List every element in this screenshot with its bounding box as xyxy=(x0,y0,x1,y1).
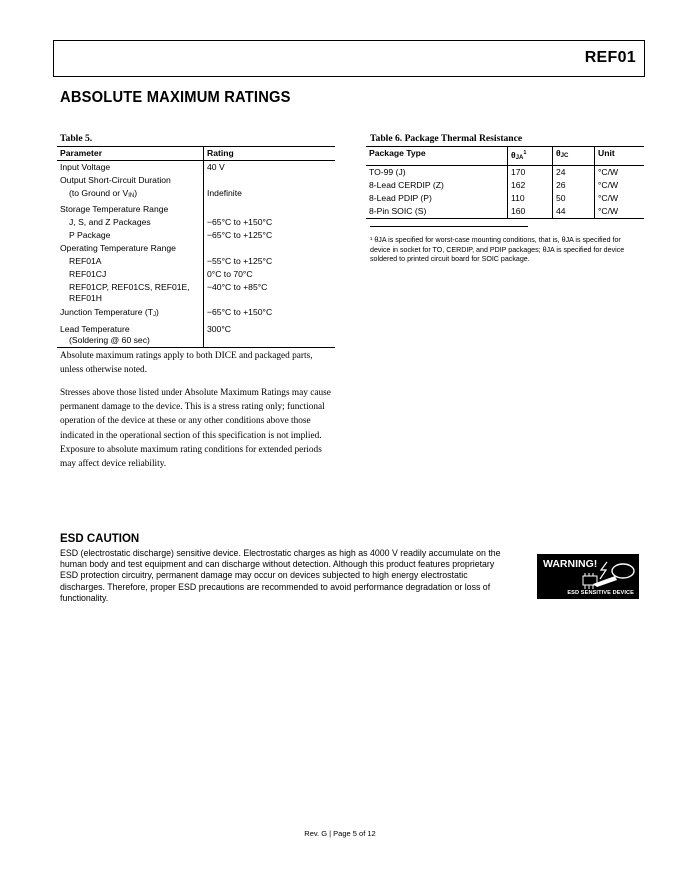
table-row xyxy=(57,174,335,187)
table-row xyxy=(57,161,335,175)
param-cell: REF01CJ xyxy=(69,269,107,279)
param-cell: REF01CP, REF01CS, REF01E, REF01H xyxy=(69,282,190,303)
table6-caption: Table 6. Package Thermal Resistance xyxy=(370,133,523,144)
table-header: Parameter xyxy=(57,147,204,161)
warning-subtitle: ESD SENSITIVE DEVICE xyxy=(567,590,634,596)
param-cell: Operating Temperature Range xyxy=(60,243,176,253)
absolute-max-ratings-table xyxy=(57,146,335,348)
param-cell: Storage Temperature Range xyxy=(60,204,169,214)
rating-cell: −65°C to +125°C xyxy=(204,229,336,242)
param-cell: Output Short-Circuit Duration xyxy=(60,175,171,185)
table-header: Rating xyxy=(204,147,336,161)
rating-cell: −65°C to +150°C xyxy=(204,305,336,323)
rating-cell xyxy=(204,242,336,255)
footnote: ¹ θJA is specified for worst-case mounting conditions, that is, θJA is specified for device in socket for TO, CERDIP, and PDIP packages; θJA is specified for device soldered to printed circuit board for SOIC package. xyxy=(370,236,625,264)
table-header: $\theta_{JA}^1$ xyxy=(508,147,553,166)
table-header: Unit xyxy=(595,147,645,166)
esd-warning-logo xyxy=(537,554,639,599)
rating-cell: 40 V xyxy=(204,161,336,175)
table-header: $\theta_{JC}$ xyxy=(553,147,595,166)
table-row xyxy=(57,255,335,268)
param-cell: J, S, and Z Packages xyxy=(69,217,151,227)
rating-cell xyxy=(204,174,336,187)
param-cell: Lead Temperature (Soldering @ 60 sec) xyxy=(57,323,204,348)
table-row xyxy=(57,305,335,323)
table-row xyxy=(57,229,335,242)
table-row xyxy=(57,203,335,216)
table-row xyxy=(57,242,335,255)
table5-caption: Table 5. xyxy=(60,133,93,144)
param-cell: P Package xyxy=(69,230,111,240)
rating-cell: −40°C to +85°C xyxy=(204,281,336,305)
page-header-box xyxy=(53,40,645,77)
part-number: REF01 xyxy=(584,49,636,66)
table-row xyxy=(57,323,335,348)
warning-title: WARNING! xyxy=(543,558,598,570)
table-row xyxy=(57,281,335,305)
table-row: 8-Lead CERDIP (Z) 162 26 °C/W xyxy=(366,179,644,192)
table-row: 8-Pin SOIC (S) 160 44 °C/W xyxy=(366,205,644,219)
page-title: ABSOLUTE MAXIMUM RATINGS xyxy=(60,89,291,106)
rating-cell xyxy=(204,203,336,216)
table-header: Package Type xyxy=(366,147,508,166)
rating-cell: 0°C to 70°C xyxy=(204,268,336,281)
table-row: 8-Lead PDIP (P) 110 50 °C/W xyxy=(366,192,644,205)
esd-caution-text: ESD (electrostatic discharge) sensitive device. Electrostatic charges as high as 4000 V readily accumulate on the human body and test equipment and can discharge without detection. Although this product features proprietary ESD protection circuitry, permanent damage may occur on devices subjected to high energy electrostatic discharges. Therefore, proper ESD precautions are recommended to avoid performance degradation or loss of functionality. xyxy=(60,548,501,603)
param-cell: Input Voltage xyxy=(60,162,111,172)
esd-caution-heading: ESD CAUTION xyxy=(60,533,140,545)
param-cell: REF01A xyxy=(69,256,102,266)
rating-cell: −55°C to +125°C xyxy=(204,255,336,268)
table-row xyxy=(57,268,335,281)
table-row xyxy=(57,216,335,229)
footnote-divider xyxy=(370,226,528,227)
note-stresses: Stresses above those listed under Absolute Maximum Ratings may cause permanent damage to the device. This is a stress rating only; functional operation of the device at these or any other conditions above those indicated in the operational section of this specification is not implied. Exposure to absolute maximum rating conditions for extended periods may affect device reliability. xyxy=(60,388,331,470)
page-footer: Rev. G | Page 5 of 12 xyxy=(304,829,376,838)
param-cell: Junction Temperature $(T_J)$ xyxy=(60,307,159,318)
note-dice: Absolute maximum ratings apply to both DICE and packaged parts, unless otherwise noted. xyxy=(60,351,313,376)
rating-cell: Indefinite xyxy=(204,187,336,203)
table-row: TO-99 (J) 170 24 °C/W xyxy=(366,165,644,179)
thermal-resistance-table xyxy=(366,146,644,219)
param-cell: (to Ground or $V_{IN}$) xyxy=(69,188,138,199)
rating-cell: −65°C to +150°C xyxy=(204,216,336,229)
rating-cell: 300°C xyxy=(204,323,336,348)
table-row xyxy=(57,187,335,203)
